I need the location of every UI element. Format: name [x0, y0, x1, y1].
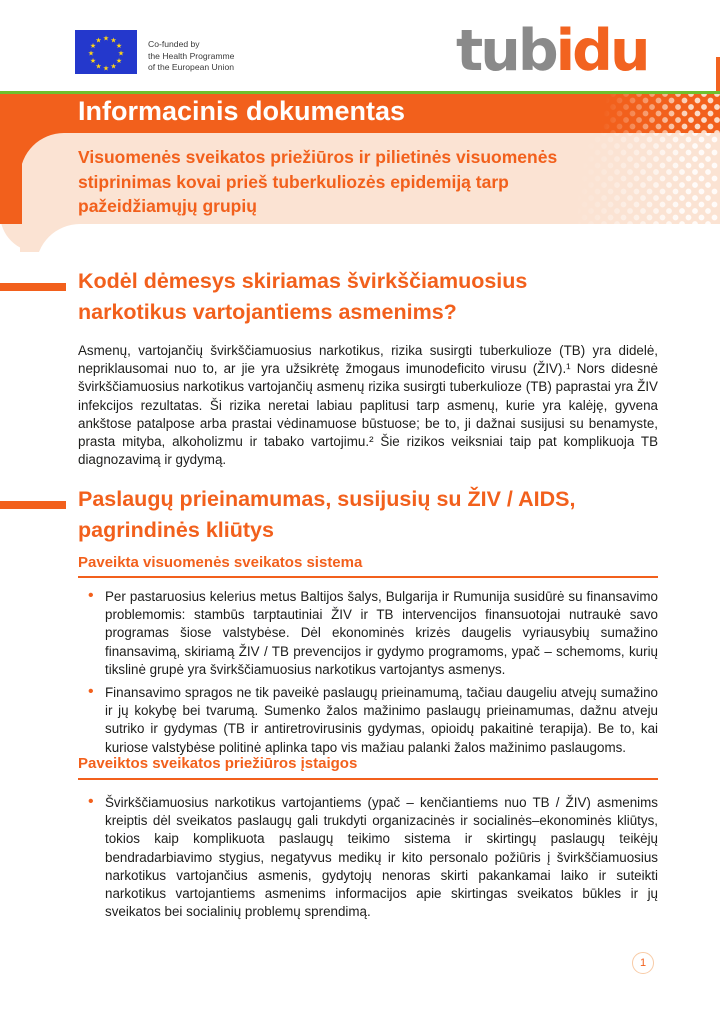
right-edge-accent-bar	[716, 57, 720, 91]
eu-flag-stars-icon	[75, 30, 137, 74]
list-item: • Švirkščiamuosius narkotikus vartojantiems (ypač – kenčiantiems nuo TB / ŽIV) asmenims kreiptis dėl sveikatos paslaugų gali trukdyti organizacinės ir socialinės–ekonominės kliūtys, tokios kaip komplikuota paslaugų teikimo sistema ir skirtingų paslaugų teikėjų bendradarbiavimo stygius, negatyvus medikų ir kito personalo požiūris į švirkščiamuosius narkotikus vartojančius asmenis, gydytojų nenoras skirti pakankamai laiko ir suteikti narkotikus vartojantiems asmenims informacijos apie skirtingas sveikatos būkles ir jų sveikatos bei socialinių problemų sprendimą.	[78, 794, 658, 921]
eu-cofunded-text	[148, 39, 234, 74]
svg-text:★: ★	[110, 62, 117, 71]
band-left-column	[0, 133, 22, 224]
svg-text:★: ★	[110, 36, 117, 45]
green-divider-line	[0, 91, 720, 94]
svg-text:★: ★	[102, 64, 110, 73]
subsection2-rule	[78, 778, 658, 780]
subsection1-bullet-list	[78, 588, 658, 762]
svg-text:★: ★	[89, 57, 97, 65]
eu-cofunded-line2: the Health Programme	[148, 50, 235, 61]
eu-cofunded-line3: of the European Union	[148, 62, 235, 73]
eu-cofunded-line1: Co-funded by	[148, 39, 200, 49]
tubidu-logo-gray-part: tub	[456, 18, 556, 84]
svg-text:★: ★	[87, 49, 95, 58]
svg-text:★: ★	[102, 34, 110, 43]
section1-paragraph: Asmenų, vartojančių švirkščiamuosius narkotikus, rizika susirgti tuberkulioze (TB) yra didelė, nepriklausomai nuo to, ar jie yra užsikrėtę žmogaus imunodeficito virusu (ŽIV).¹ Nors didesnė švirkščiamuosius narkotikus vartojančių asmenų rizika susirgti tuberkulioze (TB) paprastai yra ŽIV infekcijos rezultatas. Ši rizika neretai labiau paplitusi tarp asmenų, kurie yra kalėję, gyvena ankštose patalpose arba prastai vėdinamuose būstuose; be to, ji dažnai susijusi su benamyste, prasta mityba, alkoholizmu ir tabako vartojimu.² Šie rizikos veiksniai taip pat komplikuoja TB diagnozavimą ir gydymą.	[78, 343, 658, 468]
document-title: Informacinis dokumentas	[78, 96, 406, 126]
subsection2-bullet-list	[78, 794, 658, 926]
svg-text:★: ★	[95, 36, 102, 45]
svg-text:★: ★	[115, 42, 123, 50]
tubidu-logo	[456, 18, 648, 84]
section-heading-bar	[0, 501, 66, 509]
subsection2-title: Paveiktos sveikatos priežiūros įstaigos	[78, 755, 358, 772]
subsection1-rule	[78, 576, 658, 578]
list-item: • Per pastaruosius kelerius metus Baltijos šalys, Bulgarija ir Rumunija susidūrė su finansavimo problemomis: stambūs tarptautiniai ŽIV ir TB intervencijos finansuotojai nutraukė savo programas šiose valstybėse. Dėl ekonominės krizės daugelis vyriausybių sumažino finansavimą, skiriamą ŽIV / TB prevencijos ir gydymo programoms, ypač – schemoms, kurių tikslinė grupė yra švirkščiamuosius narkotikus vartojantys asmenys.	[78, 588, 658, 679]
document-subtitle: Visuomenės sveikatos priežiūros ir pilietinės visuomenės stiprinimas kovai prieš tuberkuliozės epidemiją tarp pažeidžiamųjų grupių	[78, 147, 558, 216]
subsection1-title: Paveikta visuomenės sveikatos sistema	[78, 554, 363, 571]
page-number: 1	[639, 957, 647, 969]
eu-flag-logo	[75, 30, 137, 74]
list-item: • Finansavimo spragos ne tik paveikė paslaugų prieinamumą, tačiau daugeliu atvejų sumažino ir jų kokybę bei tvarumą. Sumenko žalos mažinimo paslaugų prieinamumas, dažnu atveju sutriko ir gydymas (TB ir antiretrovirusinis gydymas, opioidų pakaitinė terapija). Be to, kai kuriose valstybėse politinė aplinka tapo vis mažiau palanki žalos mažinimo paslaugoms.	[78, 684, 658, 757]
section-heading-bar	[0, 283, 66, 291]
content-area-rounded-corner	[36, 224, 720, 268]
svg-text:★: ★	[89, 42, 97, 50]
svg-text:★: ★	[117, 49, 125, 58]
tubidu-logo-orange-part: idu	[555, 18, 648, 84]
svg-text:★: ★	[95, 62, 102, 71]
page-number-badge	[632, 952, 654, 974]
section1-heading: Kodėl dėmesys skiriamas švirkščiamuosius narkotikus vartojantiems asmenims?	[78, 269, 528, 324]
section2-heading: Paslaugų prieinamumas, susijusių su ŽIV / AIDS, pagrindinės kliūtys	[78, 487, 576, 542]
svg-text:★: ★	[115, 57, 123, 65]
